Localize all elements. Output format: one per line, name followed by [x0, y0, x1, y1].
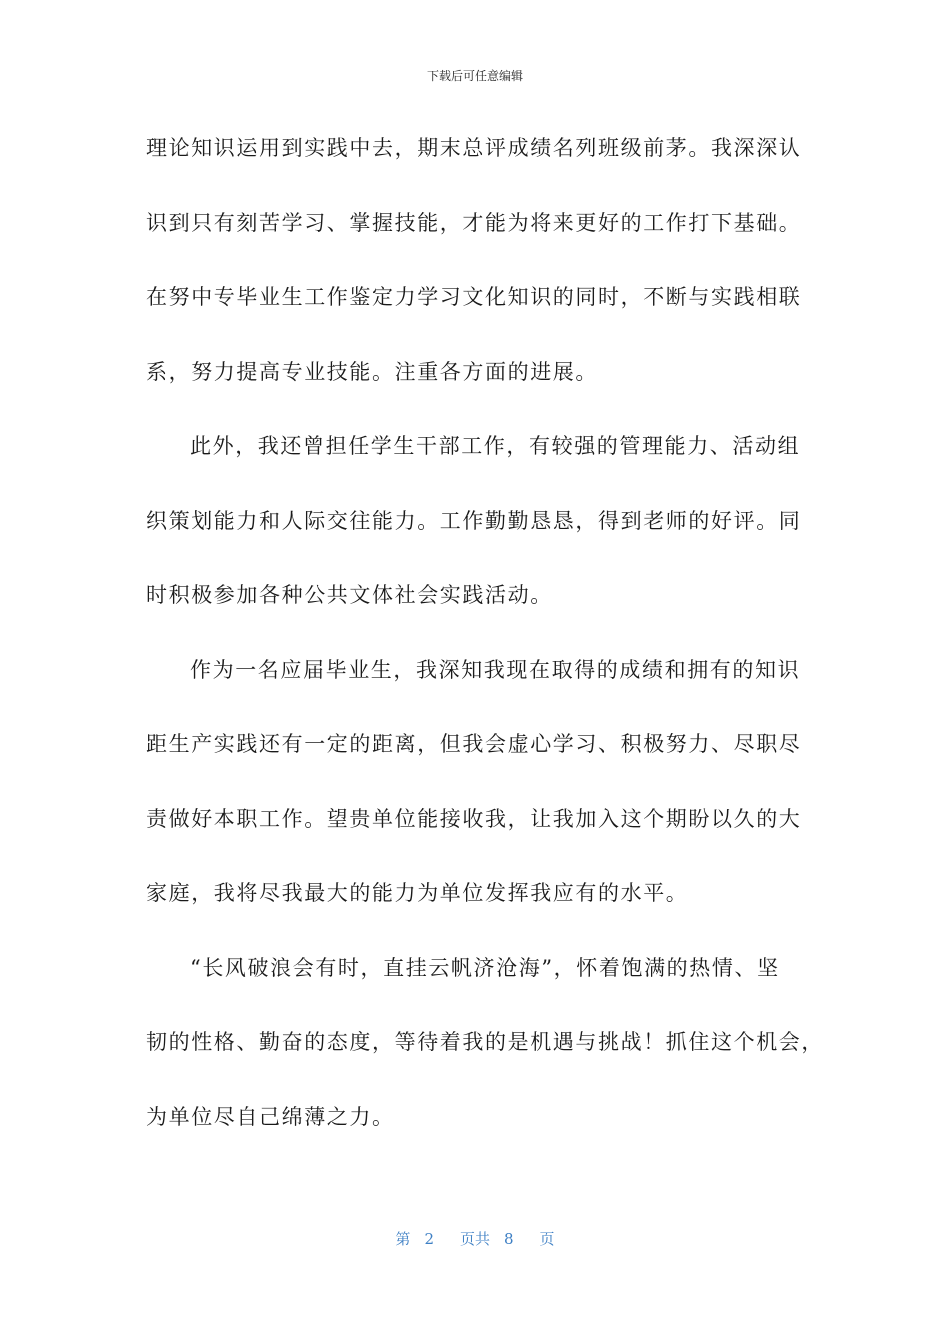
- body-line: 距生产实践还有一定的距离，但我会虚心学习、积极努力、尽职尽: [146, 732, 802, 756]
- footer-prefix: 第: [395, 1230, 411, 1248]
- body-line: 理论知识运用到实践中去，期末总评成绩名列班级前茅。我深深认: [146, 136, 802, 160]
- body-line: 韧的性格、勤奋的态度，等待着我的是机遇与挑战！抓住这个机会，: [146, 1030, 824, 1054]
- paragraph-first-line: 作为一名应届毕业生，我深知我现在取得的成绩和拥有的知识: [190, 657, 801, 682]
- footer-middle: 页共: [459, 1230, 490, 1248]
- document-body: [146, 128, 824, 1171]
- footer-page-number: 2: [424, 1230, 434, 1248]
- page-footer: [0, 1229, 950, 1249]
- footer-total-pages: 8: [504, 1230, 514, 1248]
- body-line: 织策划能力和人际交往能力。工作勤勤恳恳，得到老师的好评。同: [146, 508, 802, 533]
- body-line: 为单位尽自己绵薄之力。: [146, 1104, 395, 1129]
- paragraph-first-line: 此外，我还曾担任学生干部工作，有较强的管理能力、活动组: [190, 434, 801, 458]
- page-header: 下载后可任意编辑: [426, 69, 523, 83]
- footer-suffix: 页: [539, 1230, 555, 1248]
- paragraph-first-line: “长风破浪会有时，直挂云帆济沧海”，怀着饱满的热情、坚: [190, 955, 780, 980]
- body-line: 时积极参加各种公共文体社会实践活动。: [146, 583, 553, 607]
- body-line: 责做好本职工作。望贵单位能接收我，让我加入这个期盼以久的大: [146, 806, 802, 831]
- body-line: 在努中专毕业生工作鉴定力学习文化知识的同时，不断与实践相联: [146, 285, 802, 309]
- body-line: 识到只有刻苦学习、掌握技能，才能为将来更好的工作打下基础。: [146, 210, 802, 235]
- body-line: 系，努力提高专业技能。注重各方面的进展。: [146, 359, 598, 384]
- body-line: 家庭，我将尽我最大的能力为单位发挥我应有的水平。: [146, 881, 689, 905]
